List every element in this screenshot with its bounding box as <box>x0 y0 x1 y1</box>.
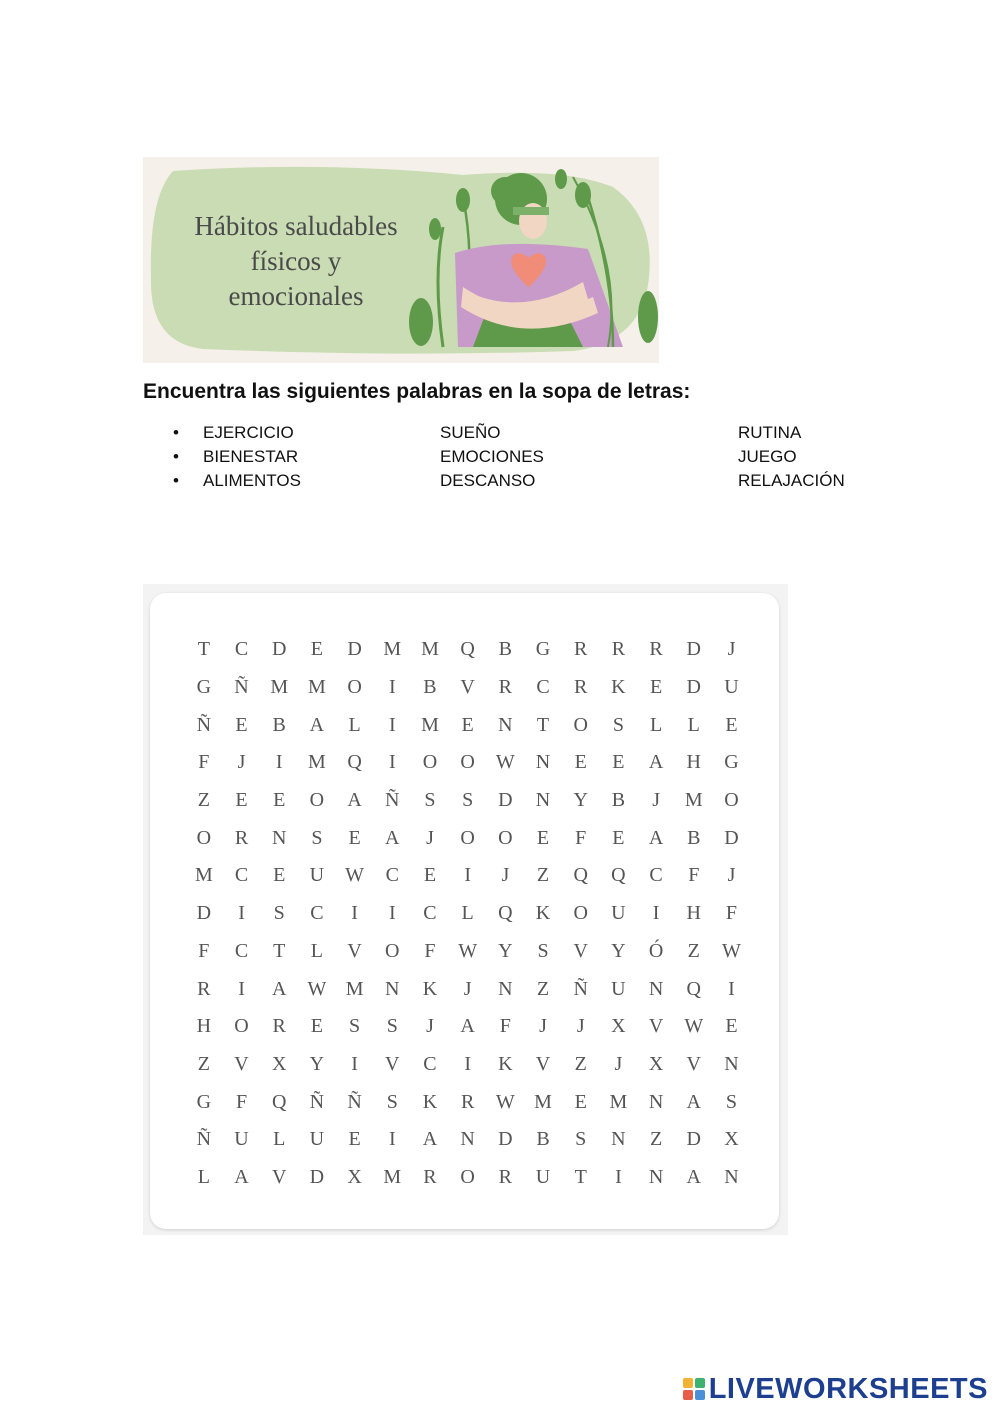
word-list-row <box>0 471 1000 495</box>
grid-cell[interactable]: T <box>273 939 286 962</box>
grid-cell[interactable]: W <box>722 939 741 962</box>
grid-cell[interactable]: I <box>351 902 358 925</box>
grid-cell[interactable]: B <box>536 1128 550 1151</box>
grid-cell[interactable]: O <box>573 902 588 925</box>
grid-cell[interactable]: Z <box>536 864 550 887</box>
grid-cell[interactable]: J <box>501 864 510 887</box>
grid-cell[interactable]: E <box>725 713 738 736</box>
grid-cell[interactable]: A <box>271 977 287 1000</box>
word-item: JUEGO <box>738 447 797 466</box>
grid-cell[interactable]: E <box>348 1128 361 1151</box>
grid-cell[interactable]: F <box>424 939 436 962</box>
grid-cell[interactable]: M <box>534 1090 552 1113</box>
grid-cell[interactable]: Q <box>498 902 513 925</box>
grid-cell[interactable]: E <box>235 789 248 812</box>
grid-cell[interactable]: D <box>309 1165 325 1188</box>
grid-cell[interactable]: I <box>728 977 735 1000</box>
grid-cell[interactable]: E <box>310 638 324 661</box>
grid-cell[interactable]: E <box>574 751 587 774</box>
grid-cell[interactable]: T <box>536 713 550 736</box>
grid-cell[interactable]: R <box>649 638 663 661</box>
grid-cell[interactable]: O <box>347 676 362 699</box>
grid-cell[interactable]: U <box>309 864 325 887</box>
grid-cell[interactable]: V <box>686 1052 701 1075</box>
grid-cell[interactable]: N <box>498 977 513 1000</box>
grid-cell[interactable]: L <box>687 713 700 736</box>
grid-cell[interactable]: L <box>197 1165 210 1188</box>
grid-cell[interactable]: E <box>235 713 248 736</box>
grid-cell[interactable]: E <box>536 826 550 849</box>
grid-cell[interactable]: B <box>272 713 286 736</box>
grid-cell[interactable]: O <box>724 789 739 812</box>
grid-cell[interactable]: E <box>310 1015 324 1038</box>
word-item: DESCANSO <box>440 471 536 490</box>
grid-cell[interactable]: W <box>345 864 365 887</box>
grid-cell[interactable]: O <box>460 1165 475 1188</box>
grid-cell[interactable]: M <box>194 864 213 887</box>
grid-cell[interactable]: O <box>309 789 325 812</box>
bullet-icon: • <box>173 447 179 466</box>
grid-cell[interactable]: B <box>423 676 437 699</box>
grid-cell[interactable]: Q <box>573 864 588 887</box>
grid-cell[interactable]: Q <box>347 751 362 774</box>
grid-cell[interactable]: I <box>388 676 396 699</box>
grid-cell[interactable]: I <box>388 1128 396 1151</box>
grid-cell[interactable]: L <box>649 713 663 736</box>
grid-cell[interactable]: E <box>348 826 361 849</box>
grid-cell[interactable]: V <box>385 1052 400 1075</box>
grid-cell[interactable]: C <box>423 1052 437 1075</box>
grid-cell[interactable]: R <box>498 1165 513 1188</box>
word-search-card <box>150 593 779 1229</box>
grid-cell[interactable]: A <box>309 713 325 736</box>
grid-cell[interactable]: W <box>495 1090 515 1113</box>
grid-cell[interactable]: S <box>725 1090 738 1113</box>
grid-cell[interactable]: V <box>648 1015 664 1038</box>
grid-cell[interactable]: A <box>460 1015 475 1038</box>
logo-square <box>695 1378 705 1388</box>
grid-cell[interactable]: O <box>573 713 588 736</box>
grid-cell[interactable]: R <box>611 638 626 661</box>
word-search-grid[interactable] <box>185 631 750 1196</box>
grid-cell[interactable]: M <box>421 713 439 736</box>
grid-cell[interactable]: A <box>686 1165 701 1188</box>
grid-cell[interactable]: C <box>234 939 249 962</box>
grid-cell[interactable]: F <box>688 864 700 887</box>
grid-cell[interactable]: W <box>458 939 478 962</box>
logo-mark-icon <box>683 1378 705 1400</box>
grid-cell[interactable]: N <box>724 1052 739 1075</box>
banner-title <box>161 209 431 314</box>
grid-cell[interactable]: B <box>687 826 701 849</box>
grid-cell[interactable]: K <box>535 902 551 925</box>
grid-cell[interactable]: M <box>308 751 326 774</box>
grid-cell[interactable]: I <box>464 864 471 887</box>
grid-cell[interactable]: D <box>686 638 701 661</box>
grid-cell[interactable]: A <box>385 826 400 849</box>
grid-cell[interactable]: Q <box>460 638 475 661</box>
grid-cell[interactable]: F <box>198 939 210 962</box>
word-item: SUEÑO <box>440 423 501 442</box>
grid-cell[interactable]: M <box>270 676 289 699</box>
grid-cell[interactable]: S <box>386 1090 398 1113</box>
grid-cell[interactable]: T <box>574 1165 587 1188</box>
grid-cell[interactable]: E <box>612 751 625 774</box>
grid-cell[interactable]: Y <box>611 939 626 962</box>
grid-cell[interactable]: E <box>423 864 437 887</box>
grid-cell[interactable]: W <box>495 751 515 774</box>
grid-cell[interactable]: J <box>426 826 434 849</box>
banner-title-line: físicos y <box>250 246 342 276</box>
grid-cell[interactable]: J <box>463 977 472 1000</box>
grid-cell[interactable]: Q <box>611 864 626 887</box>
instruction-heading: Encuentra las siguientes palabras en la sopa de letras: <box>143 380 691 403</box>
grid-cell[interactable]: C <box>234 864 249 887</box>
grid-cell[interactable]: S <box>424 789 436 812</box>
grid-cell[interactable]: V <box>535 1052 551 1075</box>
grid-cell[interactable]: S <box>612 713 624 736</box>
word-item: RELAJACIÓN <box>738 471 845 490</box>
grid-cell[interactable]: J <box>237 751 246 774</box>
grid-cell[interactable]: J <box>426 1015 434 1038</box>
grid-cell[interactable]: D <box>724 826 739 849</box>
grid-cell[interactable]: I <box>275 751 283 774</box>
grid-cell[interactable]: O <box>385 939 400 962</box>
grid-cell[interactable]: X <box>648 1052 664 1075</box>
grid-cell[interactable]: H <box>686 751 701 774</box>
grid-cell[interactable]: J <box>576 1015 585 1038</box>
grid-cell[interactable]: N <box>648 1090 664 1113</box>
grid-cell[interactable]: W <box>684 1015 704 1038</box>
word-list-row <box>0 447 1000 471</box>
logo-text: LIVEWORKSHEETS <box>708 1372 988 1405</box>
grid-cell[interactable]: V <box>347 939 362 962</box>
grid-cell[interactable]: N <box>460 1128 475 1151</box>
grid-cell[interactable]: J <box>727 638 736 661</box>
grid-cell[interactable]: N <box>648 1165 664 1188</box>
grid-cell[interactable]: M <box>383 638 402 661</box>
grid-cell[interactable]: Ñ <box>347 1090 362 1113</box>
grid-cell[interactable]: R <box>460 1090 475 1113</box>
grid-cell[interactable]: Ñ <box>573 977 588 1000</box>
grid-cell[interactable]: Ó <box>648 939 664 962</box>
grid-cell[interactable]: R <box>272 1015 286 1038</box>
grid-cell[interactable]: O <box>460 826 475 849</box>
grid-cell[interactable]: M <box>684 789 703 812</box>
grid-cell[interactable]: V <box>234 1052 249 1075</box>
logo-square <box>683 1390 693 1400</box>
grid-cell[interactable]: R <box>498 676 513 699</box>
grid-cell[interactable]: C <box>385 864 399 887</box>
grid-cell[interactable]: D <box>196 902 212 925</box>
word-item: BIENESTAR <box>203 447 299 466</box>
grid-cell[interactable]: U <box>724 676 739 699</box>
header-banner <box>143 157 659 363</box>
grid-cell[interactable]: E <box>273 864 286 887</box>
grid-cell[interactable]: Z <box>649 1128 663 1151</box>
grid-cell[interactable]: A <box>686 1090 701 1113</box>
grid-cell[interactable]: M <box>609 1090 628 1113</box>
grid-cell[interactable]: Z <box>197 789 210 812</box>
grid-cell[interactable]: V <box>271 1165 287 1188</box>
word-item: ALIMENTOS <box>203 471 301 490</box>
grid-cell[interactable]: Ñ <box>196 713 212 736</box>
grid-cell[interactable]: S <box>575 1128 587 1151</box>
grid-cell[interactable]: D <box>498 789 513 812</box>
grid-cell[interactable]: I <box>238 902 245 925</box>
grid-cell[interactable]: A <box>648 826 664 849</box>
grid-cell[interactable]: A <box>347 789 362 812</box>
grid-cell[interactable]: M <box>345 977 364 1000</box>
grid-cell[interactable]: Y <box>309 1052 325 1075</box>
grid-cell[interactable]: C <box>536 676 550 699</box>
grid-cell[interactable]: S <box>349 1015 361 1038</box>
grid-cell[interactable]: M <box>383 1165 402 1188</box>
grid-cell[interactable]: E <box>461 713 474 736</box>
grid-cell[interactable]: Q <box>686 977 701 1000</box>
grid-cell[interactable]: Y <box>498 939 513 962</box>
grid-cell[interactable]: U <box>611 902 626 925</box>
grid-cell[interactable]: K <box>422 1090 438 1113</box>
grid-cell[interactable]: U <box>535 1165 551 1188</box>
grid-cell[interactable]: R <box>574 676 588 699</box>
grid-cell[interactable]: A <box>648 751 664 774</box>
grid-cell[interactable]: R <box>197 977 211 1000</box>
grid-cell[interactable]: N <box>535 789 551 812</box>
grid-cell[interactable]: B <box>611 789 626 812</box>
grid-cell[interactable]: M <box>421 638 439 661</box>
grid-cell[interactable]: D <box>347 638 362 661</box>
grid-cell[interactable]: N <box>724 1165 739 1188</box>
grid-cell[interactable]: V <box>460 676 475 699</box>
grid-cell[interactable]: H <box>196 1015 212 1038</box>
grid-cell[interactable]: V <box>573 939 588 962</box>
grid-cell[interactable]: N <box>648 977 664 1000</box>
grid-cell[interactable]: M <box>308 676 326 699</box>
grid-cell[interactable]: O <box>234 1015 249 1038</box>
grid-cell[interactable]: F <box>725 902 738 925</box>
grid-cell[interactable]: O <box>196 826 212 849</box>
grid-cell[interactable]: K <box>498 1052 513 1075</box>
banner-title-line: Hábitos saludables <box>194 211 398 241</box>
grid-cell[interactable]: Ñ <box>196 1128 212 1151</box>
grid-cell[interactable]: R <box>234 826 249 849</box>
grid-cell[interactable]: F <box>575 826 587 849</box>
grid-cell[interactable]: A <box>234 1165 249 1188</box>
bullet-icon: • <box>173 423 179 442</box>
grid-cell[interactable]: U <box>309 1128 325 1151</box>
grid-cell[interactable]: C <box>649 864 663 887</box>
grid-cell[interactable]: I <box>652 902 660 925</box>
grid-cell[interactable]: D <box>498 1128 513 1151</box>
grid-cell[interactable]: J <box>539 1015 547 1038</box>
grid-cell[interactable]: Z <box>536 977 550 1000</box>
grid-cell[interactable]: S <box>273 902 285 925</box>
grid-cell[interactable]: N <box>498 713 513 736</box>
grid-cell[interactable]: I <box>238 977 245 1000</box>
grid-cell[interactable]: L <box>310 939 324 962</box>
grid-cell[interactable]: J <box>727 864 736 887</box>
grid-cell[interactable]: N <box>385 977 400 1000</box>
grid-cell[interactable]: G <box>535 638 551 661</box>
grid-cell[interactable]: R <box>423 1165 437 1188</box>
grid-cell[interactable]: R <box>574 638 588 661</box>
grid-cell[interactable]: D <box>271 638 287 661</box>
grid-cell[interactable]: H <box>686 902 701 925</box>
grid-cell[interactable]: Z <box>197 1052 210 1075</box>
grid-cell[interactable]: C <box>423 902 437 925</box>
grid-cell[interactable]: U <box>234 1128 249 1151</box>
grid-cell[interactable]: S <box>462 789 474 812</box>
grid-cell[interactable]: L <box>461 902 474 925</box>
grid-cell[interactable]: I <box>388 902 396 925</box>
logo-square <box>695 1390 705 1400</box>
grid-cell[interactable]: W <box>307 977 327 1000</box>
grid-cell[interactable]: A <box>422 1128 438 1151</box>
grid-cell[interactable]: X <box>347 1165 362 1188</box>
grid-cell[interactable]: G <box>196 676 212 699</box>
word-item: RUTINA <box>738 423 802 442</box>
grid-cell[interactable]: Ñ <box>385 789 400 812</box>
grid-cell[interactable]: I <box>464 1052 471 1075</box>
grid-cell[interactable]: B <box>498 638 513 661</box>
grid-cell[interactable]: D <box>686 1128 701 1151</box>
grid-cell[interactable]: S <box>386 1015 398 1038</box>
grid-cell[interactable]: F <box>235 1090 248 1113</box>
grid-cell[interactable]: L <box>348 713 361 736</box>
liveworksheets-logo <box>683 1372 988 1406</box>
grid-cell[interactable]: F <box>499 1015 511 1038</box>
grid-cell[interactable]: C <box>310 902 324 925</box>
grid-cell[interactable]: Q <box>271 1090 287 1113</box>
grid-cell[interactable]: L <box>273 1128 286 1151</box>
grid-cell[interactable]: C <box>234 638 249 661</box>
word-list-row <box>0 423 1000 447</box>
grid-cell[interactable]: E <box>273 789 286 812</box>
grid-cell[interactable]: I <box>351 1052 358 1075</box>
grid-cell[interactable]: N <box>535 751 551 774</box>
grid-cell[interactable]: N <box>611 1128 626 1151</box>
grid-cell[interactable]: K <box>611 676 626 699</box>
word-item: EMOCIONES <box>440 447 544 466</box>
grid-cell[interactable]: I <box>615 1165 622 1188</box>
banner-title-line: emocionales <box>228 281 364 311</box>
grid-cell[interactable]: U <box>611 977 626 1000</box>
grid-cell[interactable]: O <box>460 751 475 774</box>
grid-cell[interactable]: I <box>388 751 396 774</box>
grid-cell[interactable]: T <box>197 638 210 661</box>
grid-cell[interactable]: Z <box>574 1052 587 1075</box>
grid-cell[interactable]: X <box>724 1128 739 1151</box>
grid-cell[interactable]: O <box>422 751 438 774</box>
grid-cell[interactable]: Ñ <box>309 1090 325 1113</box>
grid-cell[interactable]: J <box>614 1052 623 1075</box>
grid-cell[interactable]: G <box>196 1090 212 1113</box>
logo-square <box>683 1378 693 1388</box>
grid-cell[interactable]: E <box>649 676 663 699</box>
grid-cell[interactable]: S <box>537 939 549 962</box>
grid-cell[interactable]: F <box>198 751 210 774</box>
word-search-frame <box>143 584 788 1235</box>
word-item: EJERCICIO <box>203 423 294 442</box>
grid-cell[interactable]: X <box>611 1015 626 1038</box>
grid-cell[interactable]: E <box>612 826 625 849</box>
grid-cell[interactable]: Z <box>687 939 700 962</box>
grid-cell[interactable]: E <box>725 1015 738 1038</box>
grid-cell[interactable]: Ñ <box>234 676 249 699</box>
grid-cell[interactable]: J <box>652 789 660 812</box>
grid-cell[interactable]: D <box>686 676 701 699</box>
grid-cell[interactable]: X <box>271 1052 287 1075</box>
grid-cell[interactable]: G <box>724 751 739 774</box>
grid-cell[interactable]: K <box>422 977 438 1000</box>
grid-cell[interactable]: O <box>498 826 513 849</box>
bullet-icon: • <box>173 471 179 490</box>
grid-cell[interactable]: S <box>311 826 323 849</box>
grid-cell[interactable]: Y <box>573 789 588 812</box>
grid-cell[interactable]: I <box>388 713 396 736</box>
grid-cell[interactable]: N <box>271 826 287 849</box>
grid-cell[interactable]: E <box>574 1090 587 1113</box>
